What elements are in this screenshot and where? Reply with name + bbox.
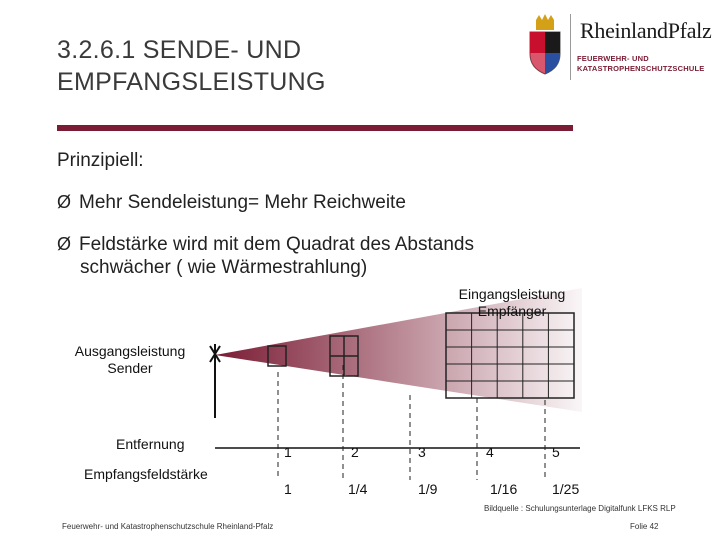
field-strength-value: 1/9	[418, 481, 438, 497]
bullet-text: Mehr Sendeleistung= Mehr Reichweite	[79, 192, 406, 213]
bullet-text-continued: schwächer ( wie Wärmestrahlung)	[80, 257, 368, 278]
receiver-label	[444, 286, 580, 320]
bullet-arrow-icon: Ø	[57, 192, 72, 212]
sender-label-line1: Ausgangsleistung	[74, 343, 186, 359]
sender-label-line2: Sender	[107, 360, 153, 376]
field-strength-value: 1/25	[552, 481, 580, 497]
distance-value: 2	[351, 444, 359, 460]
distance-label: Entfernung	[116, 436, 185, 452]
footer-school: Feuerwehr- und Katastrophenschutzschule Rheinland-Pfalz	[62, 522, 274, 531]
receiver-label-line1: Eingangsleistung	[458, 286, 566, 302]
image-source: Bildquelle : Schulungsunterlage Digitalfunk LFKS RLP	[484, 504, 676, 513]
logo-subtitle-line1: FEUERWEHR- UND	[577, 54, 649, 63]
distance-value: 1	[284, 444, 292, 460]
slide-title-line2: EMPFANGSLEISTUNG	[57, 68, 326, 96]
bullet-text: Feldstärke wird mit dem Quadrat des Abstands	[79, 234, 474, 255]
distance-value: 3	[418, 444, 426, 460]
sender-label	[60, 343, 200, 377]
distance-value: 4	[486, 444, 494, 460]
intro-text: Prinzipiell:	[57, 150, 144, 171]
logo-subtitle-line2: KATASTROPHENSCHUTZSCHULE	[577, 64, 705, 73]
field-strength-value: 1/16	[490, 481, 518, 497]
logo-name: RheinlandPfalz	[580, 18, 712, 43]
receiver-label-line2: Empfänger	[477, 303, 547, 319]
bullet-arrow-icon: Ø	[57, 234, 72, 254]
field-strength-label: Empfangsfeldstärke	[84, 466, 208, 482]
distance-value: 5	[552, 444, 560, 460]
page-number: Folie 42	[630, 522, 659, 531]
field-strength-value: 1/4	[348, 481, 368, 497]
slide-title-line1: 3.2.6.1 SENDE- UND	[57, 36, 302, 64]
field-strength-value: 1	[284, 481, 292, 497]
